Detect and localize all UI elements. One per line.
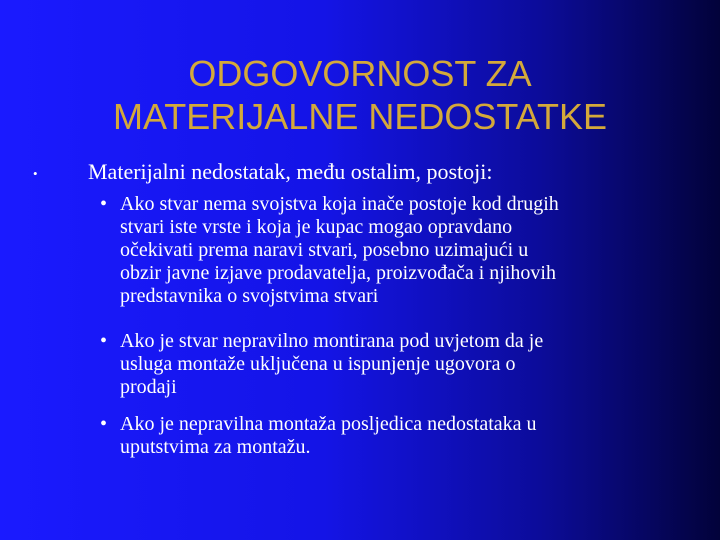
slide-title-line: MATERIJALNE NEDOSTATKE [112,96,608,137]
slide-title [60,52,660,138]
text-line: Ako stvar nema svojstva koja inače postoje kod drugih [120,193,559,215]
text-line: obzir javne izjave prodavatelja, proizvođača i njihovih [120,262,556,284]
text-line: usluga montaže uključena u ispunjenje ugovora o [120,353,516,375]
sub-item-text [120,413,537,459]
sub-item-text [120,330,543,399]
text-line: prodaji [120,376,177,398]
text-line: očekivati prema naravi stvari, posebno uzimajući u [120,239,529,261]
text-line: stvari iste vrste i koja je kupac mogao opravdano [120,216,513,238]
bullet-icon: • [100,193,108,215]
bullet-icon: • [100,413,108,435]
bullet-icon: • [33,166,38,181]
sub-item-text [120,193,559,308]
slide-title-line: ODGOVORNOST ZA [188,53,532,94]
text-line: predstavnika o svojstvima stvari [120,285,379,307]
bullet-icon: • [100,330,108,352]
text-line: uputstvima za montažu. [120,436,311,458]
text-line: Ako je nepravilna montaža posljedica nedostataka u [120,413,537,435]
text-line: Ako je stvar nepravilno montirana pod uvjetom da je [120,330,544,352]
intro-text: Materijalni nedostatak, među ostalim, postoji: [88,159,493,184]
